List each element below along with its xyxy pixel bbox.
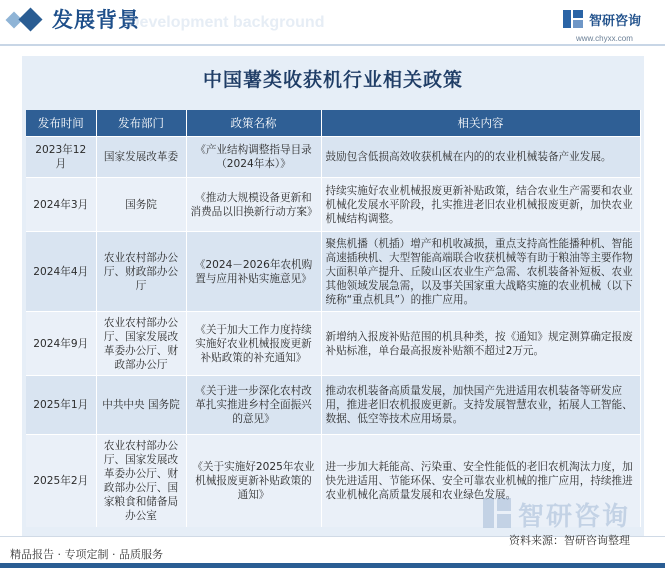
policy-name-cell: 《产业结构调整指导目录（2024年本）》 <box>186 137 321 178</box>
brand-logo-icon <box>563 10 583 28</box>
table-row <box>26 232 640 312</box>
watermark-logo-icon <box>483 498 511 528</box>
policy-name-cell: 《关于加大工作力度持续实施好农业机械报废更新补贴政策的补充通知》 <box>186 312 321 376</box>
department-cell: 农业农村部办公厅、国家发展改革委办公厅、财政部办公厅 <box>96 312 186 376</box>
department-cell: 农业农村部办公厅、财政部办公厅 <box>96 232 186 312</box>
department-cell: 中共中央 国务院 <box>96 376 186 435</box>
policy-name-cell: 《关于实施好2025年农业机械报废更新补贴政策的通知》 <box>186 435 321 527</box>
date-cell: 2025年2月 <box>26 435 96 527</box>
date-cell: 2024年4月 <box>26 232 96 312</box>
column-header: 政策名称 <box>186 110 321 137</box>
brand-url: www.chyxx.com <box>576 34 633 43</box>
header-divider <box>0 44 665 46</box>
content-cell: 聚焦机播（机插）增产和机收减损，重点支持高性能播种机、智能高速插秧机、大型智能高端联合收获机械等有助于粮油等主要作物大面积单产提升、丘陵山区农业生产急需、农机装备补短板、农业其他领域发展急需，以及事关国家重大战略实施的农业机械（以下统称“重点机具”）的推广应用。 <box>321 232 640 312</box>
watermark-text: 智研咨询 <box>518 502 631 532</box>
footer-bar <box>0 563 665 568</box>
table-row <box>26 376 640 435</box>
column-header: 发布部门 <box>96 110 186 137</box>
date-cell: 2023年12月 <box>26 137 96 178</box>
department-cell: 国务院 <box>96 178 186 232</box>
department-cell: 农业农村部办公厅、国家发展改革委办公厅、财政部办公厅、国家粮食和储备局办公室 <box>96 435 186 527</box>
table-row <box>26 312 640 376</box>
table-row <box>26 137 640 178</box>
brand-name: 智研咨询 <box>589 14 642 29</box>
date-cell: 2024年9月 <box>26 312 96 376</box>
header-background-word: Development background <box>128 14 325 31</box>
column-header: 相关内容 <box>321 110 640 137</box>
date-cell: 2025年1月 <box>26 376 96 435</box>
table-title: 中国薯类收获机行业相关政策 <box>202 69 463 91</box>
column-header: 发布时间 <box>26 110 96 137</box>
table-row <box>26 178 640 232</box>
content-cell: 鼓励包含低损高效收获机械在内的的农业机械装备产业发展。 <box>321 137 640 178</box>
table-header-row <box>26 110 640 137</box>
policy-name-cell: 《推动大规模设备更新和消费品以旧换新行动方案》 <box>186 178 321 232</box>
content-cell: 新增纳入报废补贴范围的机具种类，按《通知》规定测算确定报废补贴标准，单台最高报废补贴额不超过2万元。 <box>321 312 640 376</box>
content-cell: 进一步加大耗能高、污染重、安全性能低的老旧农机淘汰力度，加快先进适用、节能环保、安全可靠农业机械的推广应用，持续推进农业机械化高质量发展和农业绿色发展。 <box>321 435 640 527</box>
date-cell: 2024年3月 <box>26 178 96 232</box>
diamond-decoration <box>18 7 42 31</box>
policy-name-cell: 《2024－2026年农机购置与应用补贴实施意见》 <box>186 232 321 312</box>
header <box>0 0 665 45</box>
section-title: 发展背景 <box>52 8 140 32</box>
content-cell: 持续实施好农业机械报废更新补贴政策，结合农业生产需要和农业机械化发展水平阶段，扎实推进老旧农业机械报废更新，加快农业机械结构调整。 <box>321 178 640 232</box>
content-cell: 推动农机装备高质量发展，加快国产先进适用农机装备等研发应用，推进老旧农机报废更新。支持发展智慧农业，拓展人工智能、数据、低空等技术应用场景。 <box>321 376 640 435</box>
policy-name-cell: 《关于进一步深化农村改革扎实推进乡村全面振兴的意见》 <box>186 376 321 435</box>
footer-slogan: 精品报告 · 专项定制 · 品质服务 <box>10 548 163 561</box>
data-source: 资料来源：智研咨询整理 <box>509 534 630 547</box>
policy-table <box>26 110 641 527</box>
department-cell: 国家发展改革委 <box>96 137 186 178</box>
